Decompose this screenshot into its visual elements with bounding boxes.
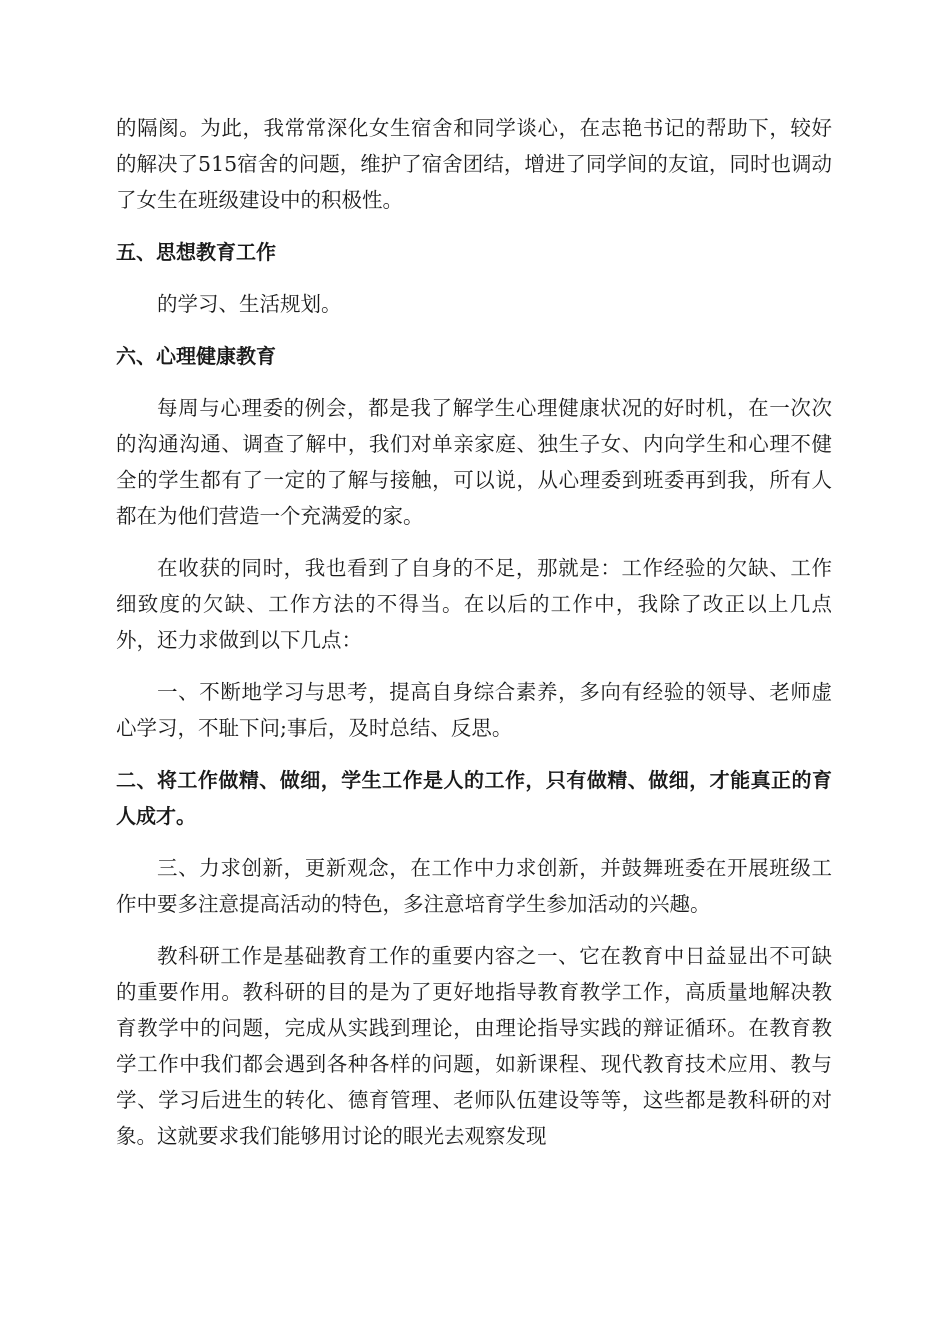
paragraph-point-one: 一、不断地学习与思考，提高自身综合素养，多向有经验的领导、老师虚心学习，不耻下问;事后，及时总结、反思。 — [116, 680, 832, 740]
heading-mental-health: 六、心理健康教育 — [116, 344, 276, 368]
paragraph-dormitory: 的隔阂。为此，我常常深化女生宿舍和同学谈心，在志艳书记的帮助下，较好的解决了515宿舍的问题，维护了宿舍团结，增进了同学间的友谊，同时也调动了女生在班级建设中的积极性。 — [116, 116, 832, 212]
document-page — [116, 110, 832, 1170]
heading-ideological-education: 五、思想教育工作 — [116, 240, 276, 264]
paragraph-point-three: 三、力求创新，更新观念，在工作中力求创新，并鼓舞班委在开展班级工作中要多注意提高活动的特色，多注意培育学生参加活动的兴趣。 — [116, 856, 832, 916]
paragraph-research-work: 教科研工作是基础教育工作的重要内容之一、它在教育中日益显出不可缺的重要作用。教科研的目的是为了更好地指导教育教学工作，高质量地解决教育教学中的问题，完成从实践到理论，由理论指导实践的辩证循环。在教育教学工作中我们都会遇到各种各样的问题，如新课程、现代教育技术应用、教与学、学习后进生的转化、德育管理、老师队伍建设等等，这些都是教科研的对象。这就要求我们能够用讨论的眼光去观察发现 — [116, 944, 832, 1148]
paragraph-shortcomings: 在收获的同时，我也看到了自身的不足，那就是：工作经验的欠缺、工作细致度的欠缺、工作方法的不得当。在以后的工作中，我除了改正以上几点外，还力求做到以下几点： — [116, 556, 832, 652]
paragraph-study-planning: 的学习、生活规划。 — [157, 292, 342, 316]
heading-point-two: 二、将工作做精、做细，学生工作是人的工作，只有做精、做细，才能真正的育人成才。 — [116, 768, 832, 828]
paragraph-weekly-meeting: 每周与心理委的例会，都是我了解学生心理健康状况的好时机，在一次次的沟通沟通、调查了解中，我们对单亲家庭、独生子女、内向学生和心理不健全的学生都有了一定的了解与接触，可以说，从心理委到班委再到我，所有人都在为他们营造一个充满爱的家。 — [116, 396, 832, 528]
